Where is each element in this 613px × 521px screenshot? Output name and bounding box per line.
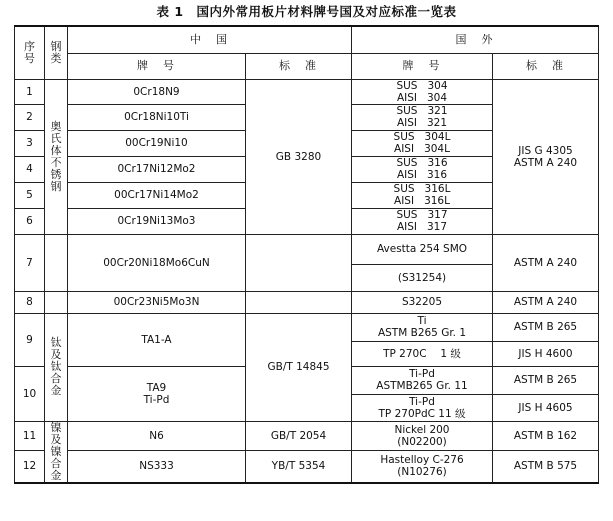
table-row xyxy=(15,291,599,313)
foreign-standard-austenitic: JIS G 4305 ASTM A 240 xyxy=(493,79,599,234)
cn-grade: 0Cr18Ni10Ti xyxy=(68,104,246,130)
cn-grade: 0Cr19Ni13Mo3 xyxy=(68,208,246,234)
header-type: 钢 类 xyxy=(45,26,68,79)
materials-table xyxy=(14,25,599,484)
foreign-standard: ASTM B 162 xyxy=(493,421,599,450)
table-row xyxy=(15,79,599,104)
table-row xyxy=(15,421,599,450)
foreign-standard: ASTM B 265 xyxy=(493,313,599,341)
cn-grade: N6 xyxy=(68,421,246,450)
row-no: 7 xyxy=(15,234,45,291)
foreign-grade: (S31254) xyxy=(352,264,493,291)
cn-standard-austenitic: GB 3280 xyxy=(246,79,352,234)
row-no: 8 xyxy=(15,291,45,313)
header-seq: 序 号 xyxy=(15,26,45,79)
cn-grade: TA1-A xyxy=(68,313,246,366)
row-no: 9 xyxy=(15,313,45,366)
foreign-grade: SUS 304 AISI 304 xyxy=(352,79,493,104)
header-foreign-standard: 标 准 xyxy=(493,53,599,79)
table-row xyxy=(15,313,599,341)
foreign-grade: Avestta 254 SMO xyxy=(352,234,493,264)
row-no: 2 xyxy=(15,104,45,130)
cn-grade: 00Cr17Ni14Mo2 xyxy=(68,182,246,208)
table-title: 表 1 国内外常用板片材料牌号国及对应标准一览表 xyxy=(156,4,457,19)
foreign-grade: S32205 xyxy=(352,291,493,313)
foreign-standard: JIS H 4600 xyxy=(493,341,599,366)
category-empty xyxy=(45,234,68,291)
table-row xyxy=(15,450,599,482)
foreign-standard: ASTM A 240 xyxy=(493,234,599,291)
cn-grade: 0Cr17Ni12Mo2 xyxy=(68,156,246,182)
cn-grade: NS333 xyxy=(68,450,246,482)
row-no: 6 xyxy=(15,208,45,234)
foreign-grade: Ti-Pd TP 270PdC 11 级 xyxy=(352,394,493,421)
foreign-grade: SUS 317 AISI 317 xyxy=(352,208,493,234)
category-titanium: 钛 及 钛 合 金 xyxy=(45,313,68,421)
header-grade: 牌 号 xyxy=(68,53,246,79)
category-nickel: 镍 及 镍 合 金 xyxy=(45,421,68,483)
foreign-grade: Nickel 200 (N02200) xyxy=(352,421,493,450)
row-no: 4 xyxy=(15,156,45,182)
row-no: 5 xyxy=(15,182,45,208)
row-no: 10 xyxy=(15,366,45,421)
category-empty xyxy=(45,291,68,313)
cn-grade: 00Cr23Ni5Mo3N xyxy=(68,291,246,313)
foreign-standard: JIS H 4605 xyxy=(493,394,599,421)
cn-standard-empty xyxy=(246,234,352,291)
foreign-standard: ASTM B 575 xyxy=(493,450,599,482)
cn-standard-empty xyxy=(246,291,352,313)
header-foreign: 国 外 xyxy=(352,26,599,53)
foreign-grade: Ti ASTM B265 Gr. 1 xyxy=(352,313,493,341)
table-row xyxy=(15,234,599,264)
row-no: 12 xyxy=(15,450,45,482)
row-no: 1 xyxy=(15,79,45,104)
cn-grade: 00Cr20Ni18Mo6CuN xyxy=(68,234,246,291)
foreign-grade: TP 270C 1 级 xyxy=(352,341,493,366)
foreign-grade: Ti-Pd ASTMB265 Gr. 11 xyxy=(352,366,493,394)
cn-grade: TA9 Ti-Pd xyxy=(68,366,246,421)
header-standard: 标 准 xyxy=(246,53,352,79)
foreign-standard: ASTM B 265 xyxy=(493,366,599,394)
cn-grade: 00Cr19Ni10 xyxy=(68,130,246,156)
header-foreign-grade: 牌 号 xyxy=(352,53,493,79)
foreign-grade: SUS 316 AISI 316 xyxy=(352,156,493,182)
foreign-grade: SUS 304L AISI 304L xyxy=(352,130,493,156)
header-china: 中 国 xyxy=(68,26,352,53)
cn-standard-titanium: GB/T 14845 xyxy=(246,313,352,421)
row-no: 11 xyxy=(15,421,45,450)
foreign-grade: SUS 321 AISI 321 xyxy=(352,104,493,130)
cn-grade: 0Cr18N9 xyxy=(68,79,246,104)
category-austenitic: 奥 氏 体 不 锈 钢 xyxy=(45,79,68,234)
foreign-standard: ASTM A 240 xyxy=(493,291,599,313)
foreign-grade: Hastelloy C-276 (N10276) xyxy=(352,450,493,482)
cn-standard: GB/T 2054 xyxy=(246,421,352,450)
cn-standard: YB/T 5354 xyxy=(246,450,352,482)
row-no: 3 xyxy=(15,130,45,156)
foreign-grade: SUS 316L AISI 316L xyxy=(352,182,493,208)
